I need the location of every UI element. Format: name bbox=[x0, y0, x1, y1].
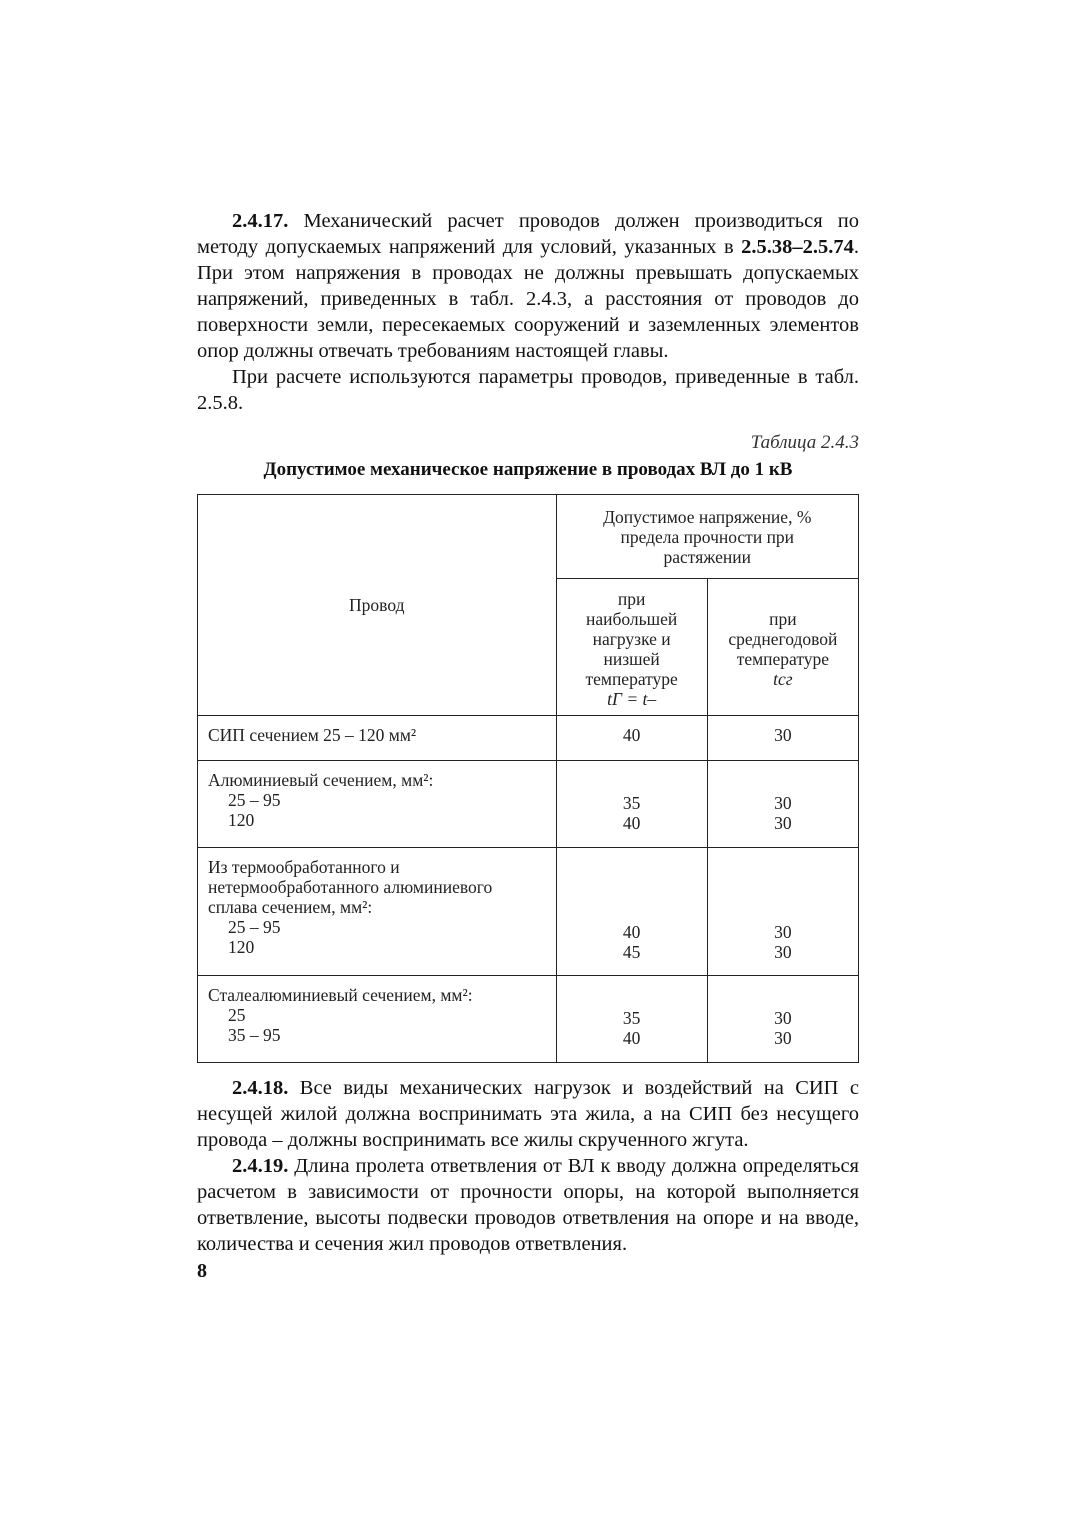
values-max-load bbox=[556, 848, 707, 976]
page-number: 8 bbox=[197, 1260, 207, 1282]
formula-t-sg: tсг bbox=[773, 669, 793, 690]
paragraph-2-4-18 bbox=[197, 1075, 859, 1153]
table-row bbox=[198, 761, 859, 848]
wire-group bbox=[198, 761, 557, 848]
value-average-temp: 30 bbox=[774, 813, 792, 833]
value-max-load: 40 bbox=[622, 922, 641, 942]
values-average-temp bbox=[707, 761, 858, 848]
wire-group bbox=[198, 848, 557, 976]
clause-number: 2.4.17. bbox=[232, 210, 289, 232]
table-caption: Таблица 2.4.3 bbox=[750, 432, 859, 453]
paragraph-text: Длина пролета ответвления от ВЛ к вводу должна определяться расчетом в зависимости от прочности опоры, на которой выполняется ответвление, высоты подвески проводов ответвления на опоре и на вводе, количества и сечения жил проводов ответвления. bbox=[197, 1155, 859, 1255]
paragraph-parameters: При расчете используются параметры проводов, приведенные в табл. 2.5.8. bbox=[197, 366, 859, 414]
value-average-temp: 30 bbox=[774, 1008, 792, 1028]
table-title: Допустимое механическое напряжение в проводах ВЛ до 1 кВ bbox=[263, 459, 793, 480]
header-wire: Провод bbox=[198, 495, 557, 716]
page-content bbox=[197, 208, 859, 1283]
section-range: 120 bbox=[228, 937, 255, 957]
table-row bbox=[198, 976, 859, 1063]
value-max-load: 40 bbox=[556, 716, 707, 761]
values-average-temp bbox=[707, 976, 858, 1063]
wire-name: СИП сечением 25 – 120 мм² bbox=[198, 716, 557, 761]
header-col-average-temp-text: при среднегодовой температуре bbox=[728, 609, 838, 670]
section-range: 25 – 95 bbox=[228, 790, 281, 810]
clause-number: 2.4.19. bbox=[232, 1155, 289, 1177]
clause-reference: 2.5.38–2.5.74 bbox=[741, 236, 854, 258]
section-range: 35 – 95 bbox=[228, 1025, 281, 1045]
value-average-temp: 30 bbox=[774, 942, 792, 962]
section-range: 120 bbox=[228, 810, 255, 830]
paragraph-text: . При этом напряжения в проводах не должны превышать допускаемых напряжений, приведенных в табл. 2.4.3, а расстояния от проводов до поверхности земли, пересекаемых сооружений и заземленных элементов опор должны отвечать требованиям настоящей главы. bbox=[197, 236, 859, 362]
clause-number: 2.4.18. bbox=[232, 1077, 289, 1099]
table-row bbox=[198, 848, 859, 976]
wire-name: Алюминиевый сечением, мм²: bbox=[208, 770, 434, 790]
table-header-row bbox=[198, 495, 859, 579]
paragraph-2-4-19 bbox=[197, 1153, 859, 1257]
formula-t-gamma: tГ = t– bbox=[607, 689, 657, 710]
wire-group bbox=[198, 976, 557, 1063]
value-average-temp: 30 bbox=[774, 922, 792, 942]
header-col-average-temp bbox=[707, 579, 858, 716]
value-max-load: 35 bbox=[622, 793, 641, 813]
paragraph-text: Механический расчет проводов должен производиться по методу допускаемых напряжений для условий, указанных в bbox=[197, 210, 859, 258]
paragraph-2-4-17 bbox=[197, 208, 859, 364]
value-average-temp: 30 bbox=[774, 793, 792, 813]
header-col-max-load bbox=[556, 579, 707, 716]
wire-name: Из термообработанного и нетермообработанного алюминиевого сплава сечением, мм²: bbox=[208, 857, 493, 917]
values-average-temp bbox=[707, 848, 858, 976]
value-max-load: 35 bbox=[622, 1008, 641, 1028]
value-average-temp: 30 bbox=[774, 1028, 792, 1048]
header-group-text: Допустимое напряжение, % предела прочности при растяжении bbox=[603, 507, 812, 567]
value-average-temp: 30 bbox=[707, 716, 858, 761]
wire-name: Сталеалюминиевый сечением, мм²: bbox=[208, 985, 473, 1005]
values-max-load bbox=[556, 761, 707, 848]
section-range: 25 – 95 bbox=[228, 917, 281, 937]
paragraph-text: Все виды механических нагрузок и воздействий на СИП с несущей жилой должна воспринимать эта жила, а на СИП без несущего провода – должны воспринимать все жилы скрученного жгута. bbox=[197, 1077, 859, 1151]
values-max-load bbox=[556, 976, 707, 1063]
value-max-load: 45 bbox=[622, 942, 641, 962]
section-range: 25 bbox=[228, 1005, 246, 1025]
value-max-load: 40 bbox=[622, 813, 641, 833]
value-max-load: 40 bbox=[622, 1028, 641, 1048]
header-group bbox=[556, 495, 858, 579]
table-row bbox=[198, 716, 859, 761]
header-col-max-load-text: при наибольшей нагрузке и низшей температуре bbox=[585, 589, 678, 690]
stress-table bbox=[197, 494, 859, 1063]
